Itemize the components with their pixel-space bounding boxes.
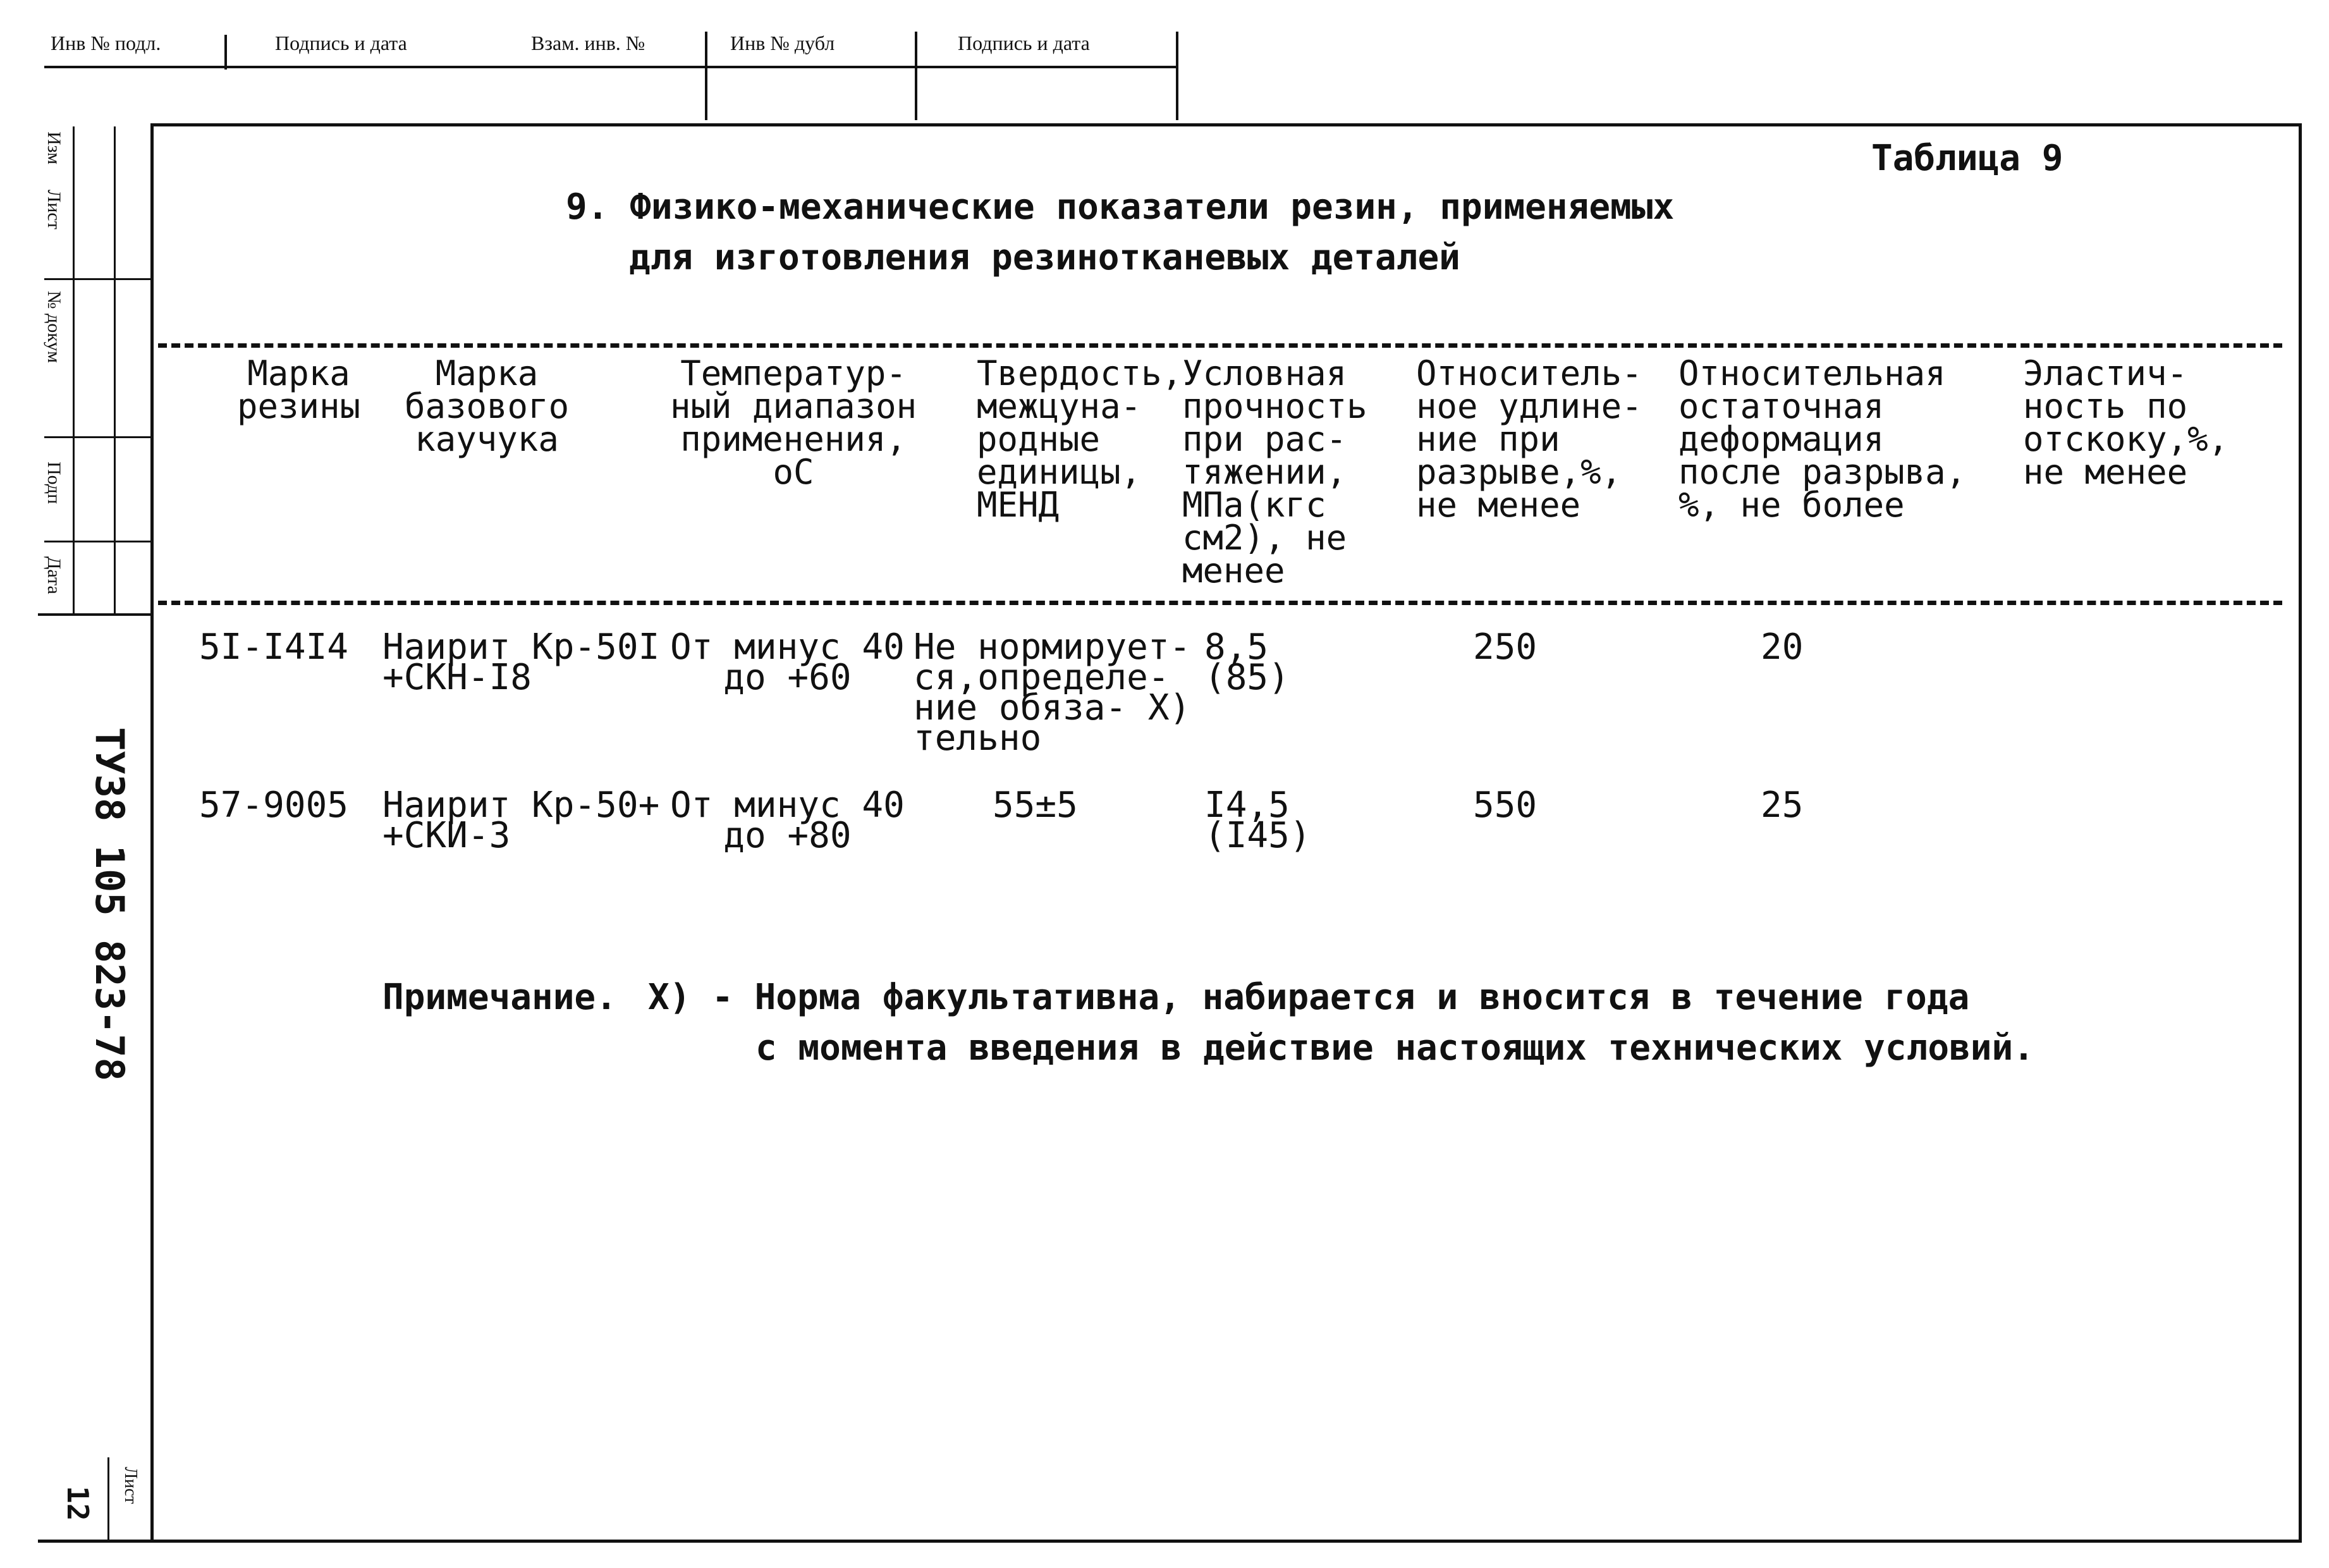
cell-mark: 57-9005 — [199, 785, 349, 826]
col-header-elasticity: Эластич- ность по отскоку,%, не менее — [2023, 353, 2229, 492]
col-header-mark: Марка резины — [237, 353, 361, 426]
page-title-line1: 9. Физико-механические показатели резин, применяемых — [566, 187, 1675, 228]
cell-base: Наирит Кр-50+ +СКИ-3 — [382, 785, 660, 856]
cell-strength: I4,5 (I45) — [1204, 785, 1311, 856]
doc-code: ТУ38 105 823-78 — [87, 727, 133, 1081]
cell-strength: 8,5 (85) — [1204, 627, 1290, 698]
side-podp-label: Подп — [44, 462, 64, 505]
table-label: Таблица 9 — [1871, 138, 2063, 179]
cell-temp: От минус 40 до +60 — [670, 627, 905, 698]
note-line2: с момента введения в действие настоящих технических условий. — [755, 1027, 2034, 1069]
side-dokum-label: № докум — [44, 291, 64, 364]
cell-elongation: 550 — [1473, 785, 1537, 826]
stamp-podpis-data-2: Подпись и дата — [958, 32, 1090, 54]
side-list-label-bottom: Лист — [121, 1467, 140, 1504]
note-line1: X) - Норма факультативна, набирается и вносится в течение года — [648, 977, 1970, 1018]
cell-mark: 5I-I4I4 — [199, 627, 349, 668]
cell-hardness: Не нормирует- ся,определе- ние обяза- X) тельно — [914, 627, 1191, 759]
stamp-inv-dubl: Инв № дубл — [730, 32, 835, 54]
cell-elongation: 250 — [1473, 627, 1537, 668]
page-title-line2: для изготовления резинотканевых деталей — [629, 237, 1460, 278]
side-data-label: Дата — [44, 556, 64, 594]
side-izm-label: Изм — [44, 132, 64, 165]
cell-deformation: 25 — [1761, 785, 1804, 826]
col-header-deformation: Относительная остаточная деформация после разрыва, %, не более — [1678, 353, 1967, 525]
cell-temp: От минус 40 до +80 — [670, 785, 905, 856]
col-header-base: Марка базового каучука — [405, 353, 570, 459]
table-header-rule — [158, 601, 2282, 605]
cell-base: Наирит Кр-50I +СКН-I8 — [382, 627, 660, 698]
table-top-rule — [158, 343, 2282, 348]
side-list-label: Лист — [44, 190, 64, 230]
cell-deformation: 20 — [1761, 627, 1804, 668]
stamp-inv-podl: Инв № подл. — [51, 32, 161, 54]
cell-hardness: 55±5 — [993, 785, 1078, 826]
note-label: Примечание. — [382, 977, 617, 1018]
col-header-strength: Условная прочность при рас- тяжении, МПа(кгс см2), не менее — [1182, 353, 1367, 591]
stamp-vzam-inv: Взам. инв. № — [531, 32, 645, 54]
stamp-podpis-data-1: Подпись и дата — [275, 32, 407, 54]
col-header-elongation: Относитель- ное удлине- ние при разрыве,%, не менее — [1416, 353, 1642, 525]
col-header-hardness: Твердость, межцуна- родные единицы, МЕНД — [977, 353, 1183, 525]
page-number: 12 — [61, 1486, 95, 1521]
col-header-temp: Температур- ный диапазон применения, oC — [670, 353, 917, 492]
